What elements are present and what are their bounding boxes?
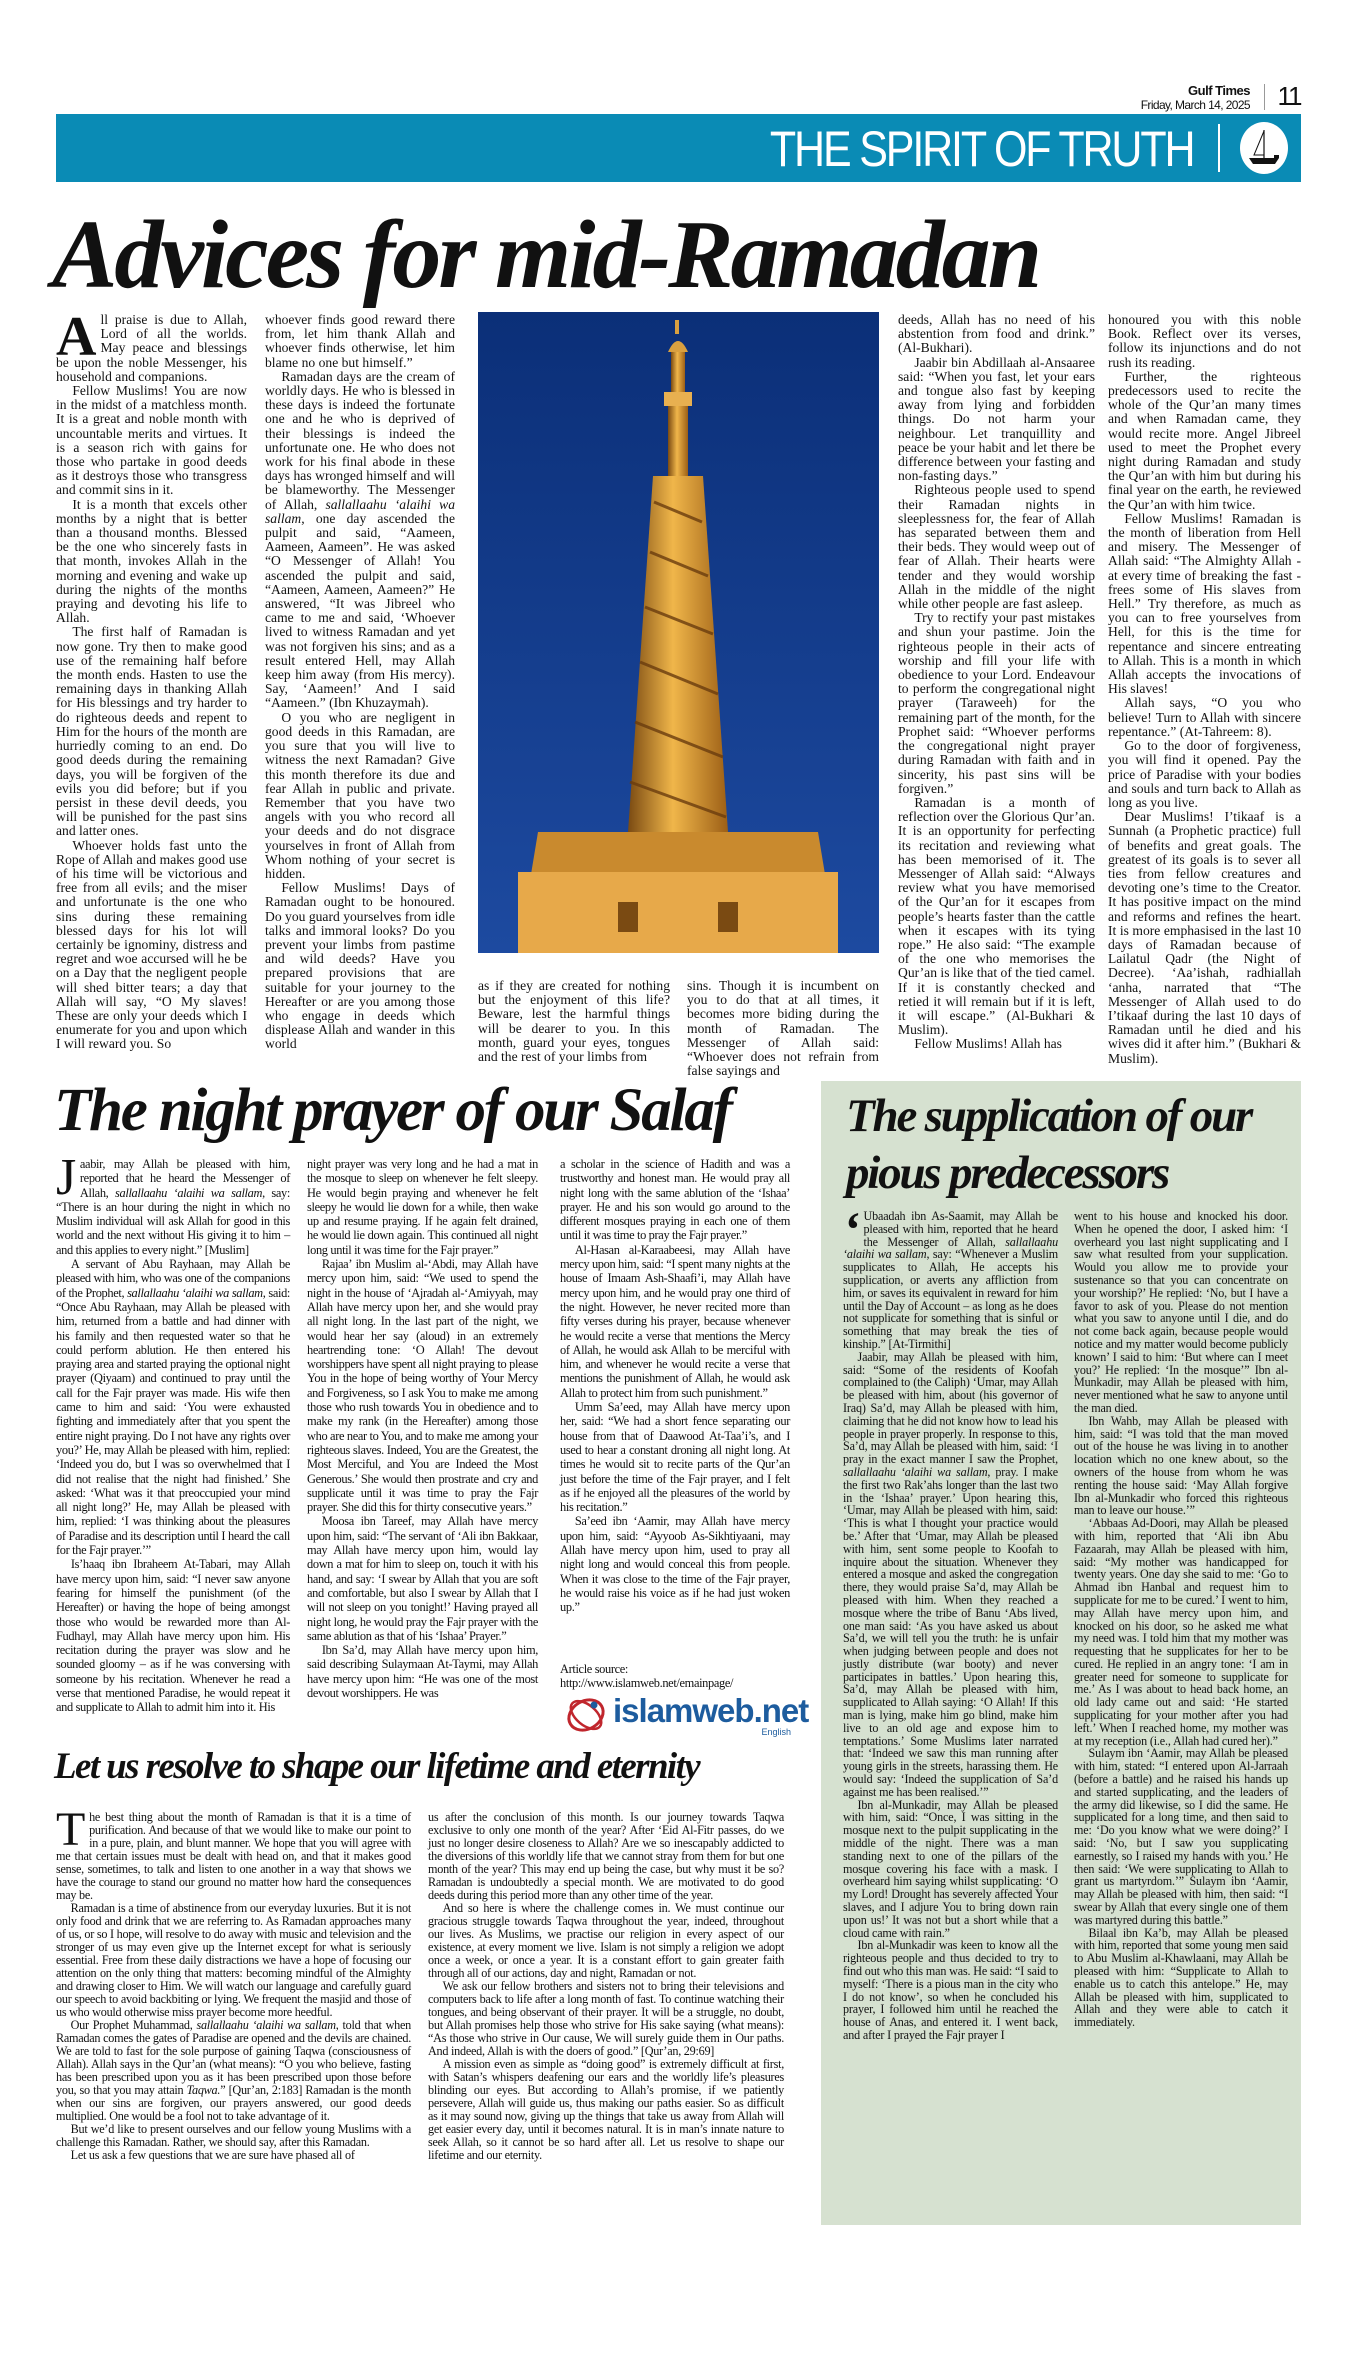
paragraph-text: sins. Though it is incumbent on you to do that at all times, it becomes more biding during the month of Ramadan. The Messenger of Allah said: “Whoever does not refrain from false sayings and	[687, 978, 879, 1079]
paragraph	[843, 1201, 1058, 1351]
newspaper-name: Gulf Times	[1188, 83, 1250, 98]
paragraph	[898, 313, 1095, 356]
page-number: 11	[1277, 81, 1301, 111]
paragraph-text: Try to rectify your past mistakes and shun your pastime. Join the righteous people in their acts of worship and fill your life with obedience to your Lord. Endeavour to perform the congregational night prayer (Taraweeh) for the remaining part of the month, for the Prophet said: “Whoever performs the congregational night prayer during Ramadan with faith and in sincerity, his past sins will be forgiven.”	[898, 610, 1095, 796]
salaf-article-column	[560, 1157, 790, 1657]
paragraph	[265, 881, 455, 1051]
main-article-column	[1108, 312, 1301, 1066]
paragraph-text: Ibn al-Munkadir was keen to know all the righteous people and thus decided to try to find out who this man was. He said: “I said to myself: ‘There is a pious man in the city who I do not know’, so when he concluded his prayer, I followed him until he reached the house of Anas, and entered it. I went back, and after I prayed the Fajr prayer I	[843, 1938, 1058, 2042]
paragraph	[843, 1799, 1058, 1940]
paragraph-text: aabir, may Allah be pleased with him, reported that he heard the Messenger of Allah, sallallaahu ‘alaihi wa sallam, say: “There is an hour during the night in which no Muslim individual will ask Allah for good in this world and the next without His giving it to him – and this applies to every night.” [Muslim]	[56, 1157, 290, 1257]
paragraph	[428, 1980, 784, 2058]
paragraph	[56, 1803, 411, 1902]
dhow-boat-icon	[1240, 122, 1288, 174]
paragraph	[687, 979, 879, 1078]
article-source: Article source: http://www.islamweb.net/emainpage/	[560, 1662, 734, 1691]
paragraph	[843, 1939, 1058, 2041]
paragraph	[898, 611, 1095, 796]
paragraph-text: Ibn al-Munkadir, may Allah be pleased with him, said: “Once, I was sitting in the mosque next to the pulpit supplicating in the middle of the night. There was a man standing next to one of the pillars of the mosque covering his face with a mask. I overheard him saying whilst supplicating: ‘O my Lord! Drought has severely affected Your slaves, and I adjure You to bring down rain upon us!’ It was not but a short while that a cloud came with rain.”	[843, 1797, 1058, 1940]
logo-subtitle: English	[761, 1727, 791, 1737]
paragraph	[307, 1257, 538, 1514]
paragraph-text: Fellow Muslims! Ramadan is the month of liberation from Hell and misery. The Messenger of Allah said: “The Almighty Allah - at every time of breaking the fast - frees some of His slaves from Hell.” Try therefore, as much as you can to free yourselves from Hell, for this is the time for repentance and sincere entreating to Allah. This is a month in which Allah accepts the invocations of His slaves!	[1108, 510, 1301, 697]
paragraph	[56, 1557, 290, 1714]
paragraph	[898, 483, 1095, 611]
paragraph	[560, 1514, 790, 1614]
paragraph-text: Whoever holds fast unto the Rope of Allah and makes good use of his time will be victorious and free from all evils; and the miser and unfortunate is the one who sins during these remaining blessed days for his lot will certainly be ignominy, distress and regret and woe accursed will he be on a Day that the negligent people will shed bitter tears; a day that Allah will say, “O My slaves! These are only your deeds which I enumerate for you and upon which I will reward you. So	[56, 837, 247, 1052]
paragraph-text: Dear Muslims! I’tikaaf is a Sunnah (a Prophetic practice) full of benefits and great goals. The greatest of its goals is to sever all ties from fellow creatures and devoting one’s time to the Creator. It has positive impact on the mind and reforms and refines the heart. It is more emphasised in the last 10 days of Ramadan because of Lailatul Qadr (the Night of Decree). ‘Aa’ishah, radhiallah ‘anha, narrated that “The Messenger of Allah used to do I’tikaaf during the last 10 days of Ramadan until he died and his wives did it after him.” (Bukhari & Muslim).	[1108, 809, 1301, 1066]
paragraph	[1108, 810, 1301, 1066]
paragraph	[560, 1243, 790, 1400]
paragraph	[428, 1811, 784, 1902]
paragraph-text: But we’d like to present ourselves and our fellow young Muslims with a challenge this Ramadan. Rather, we should say, after this Ramadan.	[56, 2122, 411, 2149]
sidebar-column	[843, 1201, 1059, 2222]
paragraph-text: Umm Sa’eed, may Allah have mercy upon her, said: “We had a short fence separating our house from that of Daawood At-Taa’i’s, and I used to hear a constant droning all night long. At times he would sit to recite parts of the Qur’an just before the time of the Fajr prayer, and I felt as if he enjoyed all the pleasures of the world by his recitation.”	[560, 1400, 790, 1515]
spiral-minaret-photo	[478, 312, 879, 953]
paragraph-text: We ask our fellow brothers and sisters not to bring their televisions and computers back to life after a long month of fast. To continue watching their tongues, and being observant of their prayer. It will be a struggle, no doubt, but Allah promises help those who strive for His sake saying (what means): “As those who strive in Our cause, We will surely guide them in Our paths. And indeed, Allah is with the doers of good.” [Qur’an, 29:69]	[428, 1979, 784, 2058]
paragraph	[478, 979, 670, 1064]
paragraph	[1108, 739, 1301, 810]
paragraph-text: Rajaa’ ibn Muslim al-‘Abdi, may Allah have mercy upon him, said: “We used to spend the night in the house of ‘Ajradah al-‘Amiyyah, may Allah have mercy upon her, and she would pray all night long. In the last part of the night, we would hear her say (aloud) in an extremely heartrending tone: ‘O Allah! The devout worshippers have spent all night praying to please You in the hope of being worthy of Your Mercy and Forgiveness, so I ask You to make me among those who rush towards You in obedience and to make my rank (in the Hereafter) among those who are near to You, and to make me among your righteous slaves. Indeed, You are the Greatest, the Most Merciful, and You are Indeed the Most Generous.’ She would then prostrate and cry and supplicate until it was time to pray the Fajr prayer. She did this for thirty consecutive years.”	[307, 1257, 538, 1515]
paragraph	[1074, 1210, 1288, 1415]
paragraph-text: Fellow Muslims! Allah has	[914, 1036, 1062, 1052]
paragraph	[265, 370, 455, 711]
salaf-article-column	[56, 1149, 291, 1738]
banner-divider	[1218, 124, 1220, 172]
paragraph-text: Further, the righteous predecessors used to recite the whole of the Qur’an many times and when Ramadan came, they would recite more. Angel Jibreel used to meet the Prophet every night during Ramadan and study the Qur’an with him but during his final year on the earth, he reviewed the Qur’an with him twice.	[1108, 368, 1301, 512]
issue-date: Friday, March 14, 2025	[1140, 98, 1250, 112]
paragraph-text: Ramadan days are the cream of worldly days. He who is blessed in these days is indeed the fortunate one and he who is deprived of their blessings is indeed the unfortunate one. He who does not work for his final abode in these days has wronged himself and will be blameworthy. The Messenger of Allah, sallallaahu ‘alaihi wa sallam, one day ascended the pulpit and said, “Aameen, Aameen, Aameen”. He was asked “O Messenger of Allah! You ascended the pulpit and said, “Aameen, Aameen, Aameen?” He answered, “It was Jibreel who came to me and said, ‘Whoever lived to witness Ramadan and yet was not forgiven his sins; and as a result entered Hell, may Allah keep him away (from His mercy). Say, ‘Aameen!’ And I said “Aameen.” (Ibn Khuzaymah).	[265, 368, 455, 711]
paragraph	[307, 1514, 538, 1643]
paragraph	[56, 1257, 290, 1557]
paragraph	[56, 839, 247, 1052]
islamweb-swirl-icon	[563, 1693, 609, 1737]
paragraph-text: Sulaym ibn ‘Aamir, may Allah be pleased with him, stated: “I entered upon Al-Jarraah (before a battle) and he raised his hands up and started supplicating, and the leaders of the army did likewise, so I did the same. He supplicated for a long time, and then said to me: ‘Do you know what we were doing?’ I said: ‘No, but I saw you supplicating earnestly, so I raised my hands with you.’ He then said: ‘We were supplicating to Allah to grant us martyrdom.’” Sulaym ibn ‘Aamir, may Allah be pleased with him, then said: “I swear by Allah that every single one of them was martyred during this battle.”	[1074, 1746, 1288, 1927]
paragraph	[560, 1400, 790, 1514]
paragraph	[1108, 313, 1301, 370]
paragraph-text: A mission even as simple as “doing good” is extremely difficult at first, with Satan’s whispers deafening our ears and the worldly life’s pleasures blinding our eyes. But according to Allah’s promise, if we patiently persevere, Allah will guide us, thus making our paths easier. So as difficult as it may sound now, giving up the things that take us away from Allah will get easier every day, until it becomes natural. It is in man’s innate nature to seek Allah, so it cannot be so hard after all. Let us resolve to shape our lifetime and our eternity.	[428, 2057, 784, 2162]
salaf-headline: The night prayer of our Salaf	[54, 1077, 731, 1144]
paragraph	[56, 1149, 290, 1257]
drop-cap: J	[56, 1149, 76, 1206]
paragraph-text: whoever finds good reward there from, let him thank Allah and whoever finds otherwise, let him blame no one but himself.”	[265, 312, 455, 370]
main-article-column	[898, 313, 1095, 1050]
paragraph-text: Jaabir bin Abdillaah al-Ansaaree said: “When you fast, let your ears and tongue also fast by keeping away from lying and forbidden things. Do not harm your neighbour. Let tranquillity and peace be your habit and let there be difference between your fasting and non-fasting days.”	[898, 354, 1095, 484]
paragraph-text: Sa’eed ibn ‘Aamir, may Allah have mercy upon him, said: “Ayyoob As-Sikhtiyaani, may Allah have mercy upon him, used to pray all night long and would conceal this from people. When it was close to the time of the Fajr prayer, he would raise his voice as if he had just woken up.”	[560, 1514, 790, 1615]
paragraph-text: Jaabir, may Allah be pleased with him, said: “Some of the residents of Koofah complained to (the Caliph) ‘Umar, may Allah be pleased with him, about (his governor of Iraq) Sa’d, may Allah be pleased with him, claiming that he did not know how to lead his people in prayer properly. In response to this, Sa’d, may Allah be pleased with him, said: ‘I pray in the exact manner I saw the Prophet, sallallaahu ‘alaihi wa sallam, pray. I make the first two Rak’ahs longer than the last two in the ‘Ishaa’ prayer.’ Upon hearing this, ‘Umar, may Allah be pleased with him, said: ‘This is what I thought your practice would be.’ After that ‘Umar, may Allah be pleased with him, sent some people to Koofah to inquire about the situation. Whenever they entered a mosque and asked the congregation there, they would praise Sa’d, may Allah be pleased with him. When they reached a mosque where the tribe of Banu ‘Abs lived, one man said: ‘As you have asked us about Sa’d, we will tell you the truth: he is unfair when judging between people and does not justly distribute (war booty) and never participates in battles.’ Upon hearing this, Sa’d, may Allah be pleased with him, supplicated to Allah saying: ‘O Allah! If this man is lying, make him go blind, make him live to an old age and expose him to temptations.’ Some Muslims later narrated that: ‘Indeed we saw this man running after young girls in the streets, harassing them. He would say: ‘Indeed the supplication of Sa’d against me has been realised.’”	[843, 1349, 1059, 1799]
paragraph-text: honoured you with this noble Book. Reflect over its verses, follow its injunctions and do not rush its reading.	[1108, 312, 1301, 370]
paragraph	[56, 2019, 411, 2123]
paragraph	[1074, 1747, 1288, 1926]
paragraph-text: night prayer was very long and he had a mat in the mosque to sleep on whenever he felt sleepy. He would begin praying and whenever he felt sleepy he would lie down for a while, then wake up and resume praying. If he again felt drained, he would lie down again. This continued all night long until it was time for the Fajr prayer.”	[307, 1157, 538, 1257]
paragraph-text: Moosa ibn Tareef, may Allah have mercy upon him, said: “The servant of ‘Ali ibn Bakkaar, may Allah have mercy upon him, would lay down a mat for him to sleep on, touch it with his hand, and say: ‘I swear by Allah that you are soft and comfortable, but also I swear by Allah that I will not sleep on you tonight!’ Having prayed all night long, he would pray the Fajr prayer with the same ablution as that of his ‘Ishaa’ Prayer.”	[307, 1514, 538, 1643]
paragraph	[56, 2149, 411, 2162]
section-title: THE SPIRIT OF TRUTH	[769, 121, 1193, 177]
paragraph	[560, 1157, 790, 1243]
paragraph-text: Our Prophet Muhammad, sallallaahu ‘alaihi wa sallam, told that when Ramadan comes the gates of Paradise are opened and the devils are chained. We are told to fast for the sole purpose of gaining Taqwa (consciousness of Allah). Allah says in the Qur’an (what means): “O you who believe, fasting has been prescribed upon you as it has been prescribed upon those before you, so that you may attain Taqwa.” [Qur’an, 2:183] Ramadan is the month when our sins are forgiven, our prayers answered, our good deeds multiplied. One would be a fool not to take advantage of it.	[56, 2018, 411, 2123]
sidebar-headline: The supplication of our pious predecessors	[846, 1090, 1252, 1199]
main-headline: Advices for mid-Ramadan	[52, 201, 1040, 309]
paragraph-text: us after the conclusion of this month. Is our journey towards Taqwa exclusive to only one month of the year? After ‘Eid Al-Fitr passes, do we just no longer desire closeness to Allah? Are we so inescapably addicted to the diversions of this worldly life that we cannot stray from them for but one month of the year? This may end up being the case, but why must it be so? Ramadan is undoubtedly a special month. We are motivated to do good deeds during this period more than any other time of the year.	[428, 1810, 784, 1902]
main-article-column	[265, 313, 455, 1050]
paragraph-text: ‘Abbaas Ad-Doori, may Allah be pleased with him, reported that ‘Ali ibn Abu Fazaarah, may Allah be pleased with him, said: “My mother was handicapped for twenty years. One day she said to me: ‘Go to Ahmad ibn Hanbal and request him to supplicate for me to be cured.’ I went to him, may Allah have mercy upon him, and knocked on his door, so he asked me what my need was. I told him that my mother was requesting that he supplicates for her to be cured. He replied in an angry tone: ‘I am in greater need for someone to supplicate for me.’ As I was about to head back home, an old lady came out and said: ‘He started supplicating for your mother after you had left.’ When I reached home, my mother was at my reception (i.e., Allah had cured her).”	[1074, 1516, 1288, 1748]
paragraph-text: as if they are created for nothing but the enjoyment of this life? Beware, lest the harmful things will be dearer to you. In this month, guard your eyes, tongues and the rest of your limbs from	[478, 978, 670, 1065]
paragraph-text: Let us ask a few questions that we are sure have phased all of	[70, 2148, 355, 2162]
paragraph	[898, 1037, 1095, 1051]
paragraph	[1108, 370, 1301, 512]
paragraph	[56, 2123, 411, 2149]
paragraph-text: ll praise is due to Allah, Lord of all the worlds. May peace and blessings be upon the noble Messenger, his household and companions.	[56, 312, 247, 384]
paragraph-text: Ubaadah ibn As-Saamit, may Allah be pleased with him, reported that he heard the Messenger of Allah, sallallaahu ‘alaihi wa sallam, say: “Whenever a Muslim supplicates to Allah, He accepts his supplication, or averts any affliction from him, or saves its equivalent in reward for him until the Day of Account – as long as he does not supplicate for something that is sinful or something that may break the ties of kinship.” [At-Tirmithi]	[843, 1209, 1058, 1351]
main-article-column	[687, 978, 879, 1079]
paragraph	[265, 313, 455, 370]
paragraph-text: Al-Hasan al-Karaabeesi, may Allah have mercy upon him, said: “I spent many nights at the house of Imaam Ash-Shaafi’i, may Allah have mercy upon him, and he would pray one third of the night. However, he never recited more than fifty verses during his prayer, because whenever he would recite a verse that mentions the Mercy of Allah, he would ask Allah to be merciful with him, and whenever he would recite a verse that mentions the punishment of Allah, he would ask Allah to protect him from such punishment.”	[560, 1242, 790, 1400]
paragraph	[56, 1902, 411, 2019]
paragraph-text: A servant of Abu Rayhaan, may Allah be pleased with him, who was one of the companions of the Prophet, sallallaahu ‘alaihi wa sallam, said: “Once Abu Rayhaan, may Allah be pleased with him, returned from a battle and had dinner with his family and then requested water so that he could perform ablution. He then entered his praying area and started praying the optional night prayer (Qiyaam) and continued to pray until the call for the Fajr prayer was made. His wife then came to him and said: ‘You were exhausted fighting and immediately after that you spent the entire night praying. Do I not have any rights over you?’ He, may Allah be pleased with him, replied: ‘Indeed you do, but I was so overwhelmed that I did not realise that the night had finished.’ She asked: ‘What was it that preoccupied your mind all night long?’ He, may Allah be pleased with him, replied: ‘I was thinking about the pleasures of Paradise and its description until I heard the call for the Fajr prayer.’”	[56, 1257, 291, 1558]
drop-cap: T	[56, 1803, 86, 1856]
paragraph-text: he best thing about the month of Ramadan is that it is a time of purification. And because of that we would like to make our point to in a pure, plain, and blunt manner. We hope that you will agree with me that certain issues must be dealt with head on, and that it makes good sense, sometimes, to talk and listen to one another in a way that shows we have the courage to stand our ground no matter how hard the consequences may be.	[56, 1810, 411, 1902]
paragraph	[1108, 696, 1301, 739]
drop-cap: ‘	[843, 1201, 860, 1257]
sidebar-column	[1074, 1210, 1288, 2222]
paragraph	[428, 2058, 784, 2162]
paragraph-text: It is a month that excels other months by a night that is better than a thousand months. Blessed be the one who sincerely fasts in that month, invokes Allah in the morning and evening and wake up during the nights of the months praying and devoting his life to Allah.	[56, 496, 247, 626]
resolve-article-column	[56, 1803, 411, 2227]
salaf-article-column	[307, 1157, 538, 1738]
paragraph-text: Go to the door of forgiveness, you will find it opened. Pay the price of Paradise with your bodies and souls and turn back to Allah as long as you live.	[1108, 738, 1301, 810]
paragraph-text: went to his house and knocked his door. When he opened the door, I asked him: ‘I overheard you last night supplicating and I saw what resulted from your supplication. Would you allow me to provide your sustenance so that you can concentrate on your worship?’ He replied: ‘No, but I have a favor to ask of you. Please do not mention what you saw to anyone until I die, and do not come back again, because people would notice and my matter would become publicly known’ I said to him: ‘But where can I meet you?’ He replied: ‘In the mosque’” Ibn al-Munkadir, may Allah be pleased with him, never mentioned what he saw to anyone until the man died.	[1074, 1209, 1288, 1415]
paragraph	[898, 356, 1095, 484]
paragraph-text: O you who are negligent in good deeds in this Ramadan, are you sure that you will live to witness the next Ramadan? Give this month therefore its due and fear Allah in public and private. Remember that you have two angels with you who record all your deeds and do not disgrace yourselves in front of Allah from Whom nothing of your secret is hidden.	[265, 709, 455, 881]
paragraph-text: Allah says, “O you who believe! Turn to Allah with sincere repentance.” (At-Tahreem: 8).	[1108, 695, 1301, 739]
paragraph-text: Fellow Muslims! You are now in the midst of a matchless month. It is a great and noble month with uncountable merits and virtues. It is a season rich with gains for those who partake in good deeds as it destroys those who transgress and commit sins in it.	[56, 383, 247, 498]
paragraph	[265, 711, 455, 881]
paragraph	[1074, 1415, 1288, 1517]
paragraph-text: Bilaal ibn Ka’b, may Allah be pleased with him, reported that some young men said to Abu Muslim al-Khawlaani, may Allah be pleased with him: “Supplicate to Allah to enable us to catch this antelope.” He, may Allah be pleased with him, supplicated to Allah and they were able to catch it immediately.	[1074, 1925, 1288, 2030]
paragraph	[56, 306, 247, 384]
main-article-column	[478, 978, 670, 1065]
paragraph	[898, 796, 1095, 1037]
paragraph	[56, 625, 247, 838]
paragraph	[1074, 1927, 1288, 2029]
paragraph	[56, 384, 247, 498]
paragraph-text: Ramadan is a time of abstinence from our everyday luxuries. But it is not only food and drink that we are referring to. As Ramadan approaches many of us, or so I hope, will resolve to do away with music and television and the stronger of us may even give up the Internet except for what is seriously essential. Free from these daily distractions we have a hope of focusing our attention on the only thing that matters: becoming mindful of the Almighty and drawing closer to Him. We will watch our language and carefully guard our speech to avoid backbiting or lying. We frequent the masjid and those of us who would otherwise miss prayer become more heedful.	[56, 1901, 411, 2019]
paragraph	[1074, 1517, 1288, 1747]
paragraph	[428, 1902, 784, 1980]
paragraph	[307, 1643, 538, 1700]
paragraph	[1108, 512, 1301, 697]
resolve-article-column	[428, 1811, 784, 2227]
paragraph	[56, 498, 247, 626]
section-banner	[56, 114, 1301, 182]
paragraph-text: The first half of Ramadan is now gone. Try then to make good use of the remaining half before the month ends. Hasten to use the remaining days in thanking Allah for His blessings and try harder to do righteous deeds and repent to Him for the hours of the month are hurriedly coming to an end. Do good deeds during the remaining days, you will be forgiven of the evils you did before; but if you persist in these devil deeds, you will be punished for the past sins and latter ones.	[56, 624, 247, 839]
paragraph-text: Fellow Muslims! Days of Ramadan ought to be honoured. Do you guard yourselves from idle talks and immoral looks? Do you prevent your limbs from pastime and wild deeds? Have you prepared provisions that are suitable for your journey to the Hereafter or are you among those who engage in deeds which displease Allah and wander in this world	[265, 880, 455, 1052]
resolve-headline: Let us resolve to shape our lifetime and eternity	[54, 1746, 700, 1787]
islamweb-logo	[563, 1692, 809, 1737]
paragraph-text: deeds, Allah has no need of his abstention from food and drink.” (Al-Bukhari).	[898, 312, 1095, 356]
paragraph-text: Ramadan is a month of reflection over the Glorious Qur’an. It is an opportunity for perfecting its recitation and reviewing what has been memorised of it. The Messenger of Allah said: “Always review what you have memorised of the Qur’an for it escapes from people’s hearts faster than the cattle when it escapes with its tying rope.” He also said: “The example of the one who memorises the Qur’an is like that of the tied camel. If it is constantly checked and retied it will remain but if it is left, it will escape.” (Al-Bukhari & Muslim).	[898, 794, 1095, 1038]
paragraph-text: a scholar in the science of Hadith and was a trustworthy and honest man. He would pray all night long with the same ablution of the ‘Ishaa’ prayer. He and his son would go around to the different mosques praying in each one of them until it was time to pray the Fajr prayer.”	[560, 1157, 790, 1243]
drop-cap: A	[56, 306, 97, 368]
paragraph-text: Is’haaq ibn Ibraheem At-Tabari, may Allah have mercy upon him, said: “I never saw anyone fearing for himself the punishment (of the Hereafter) or having the hope of being amongst those who would be rewarded more than Al-Fudhayl, may Allah have mercy upon him. His recitation during the prayer was slow and he sounded gloomy – as if he was conversing with someone by his recitation. Whenever he read a verse that mentioned Paradise, he would repeat it and supplicate to Allah to admit him into it. His	[56, 1557, 290, 1715]
paragraph-text: Ibn Wahb, may Allah be pleased with him, said: “I was told that the man moved out of the house he was living in to another location which no one knew about, so the owners of the house from whom he was renting the house said: ‘May Allah forgive Ibn al-Munkadir who forced this righteous man to leave our house.’”	[1074, 1413, 1288, 1518]
logo-text: islamweb.net	[613, 1692, 809, 1729]
paragraph	[307, 1157, 538, 1257]
paragraph-text: And so here is where the challenge comes in. We must continue our gracious struggle towards Taqwa throughout the year, indeed, throughout our lives. As Muslims, we practise our religion in every aspect of our existence, at every moment we live. Islam is not simply a religion we adopt once a week, or once a year. It is a constant effort to gain greater faith through all of our actions, day and night, Ramadan or not.	[428, 1901, 784, 1980]
paragraph-text: Righteous people used to spend their Ramadan nights in sleeplessness for, the fear of Allah has separated between them and their beds. They would weep out of fear of Allah. Their hearts were tender and they would worship Allah in the middle of the night while other people are fast asleep.	[898, 482, 1095, 612]
paragraph	[843, 1351, 1058, 1799]
paragraph-text: Ibn Sa’d, may Allah have mercy upon him, said describing Sulaymaan At-Taymi, may Allah have mercy upon him: “He was one of the most devout worshippers. He was	[307, 1643, 538, 1700]
masthead-divider	[1264, 84, 1265, 110]
main-article-column	[56, 306, 247, 1052]
